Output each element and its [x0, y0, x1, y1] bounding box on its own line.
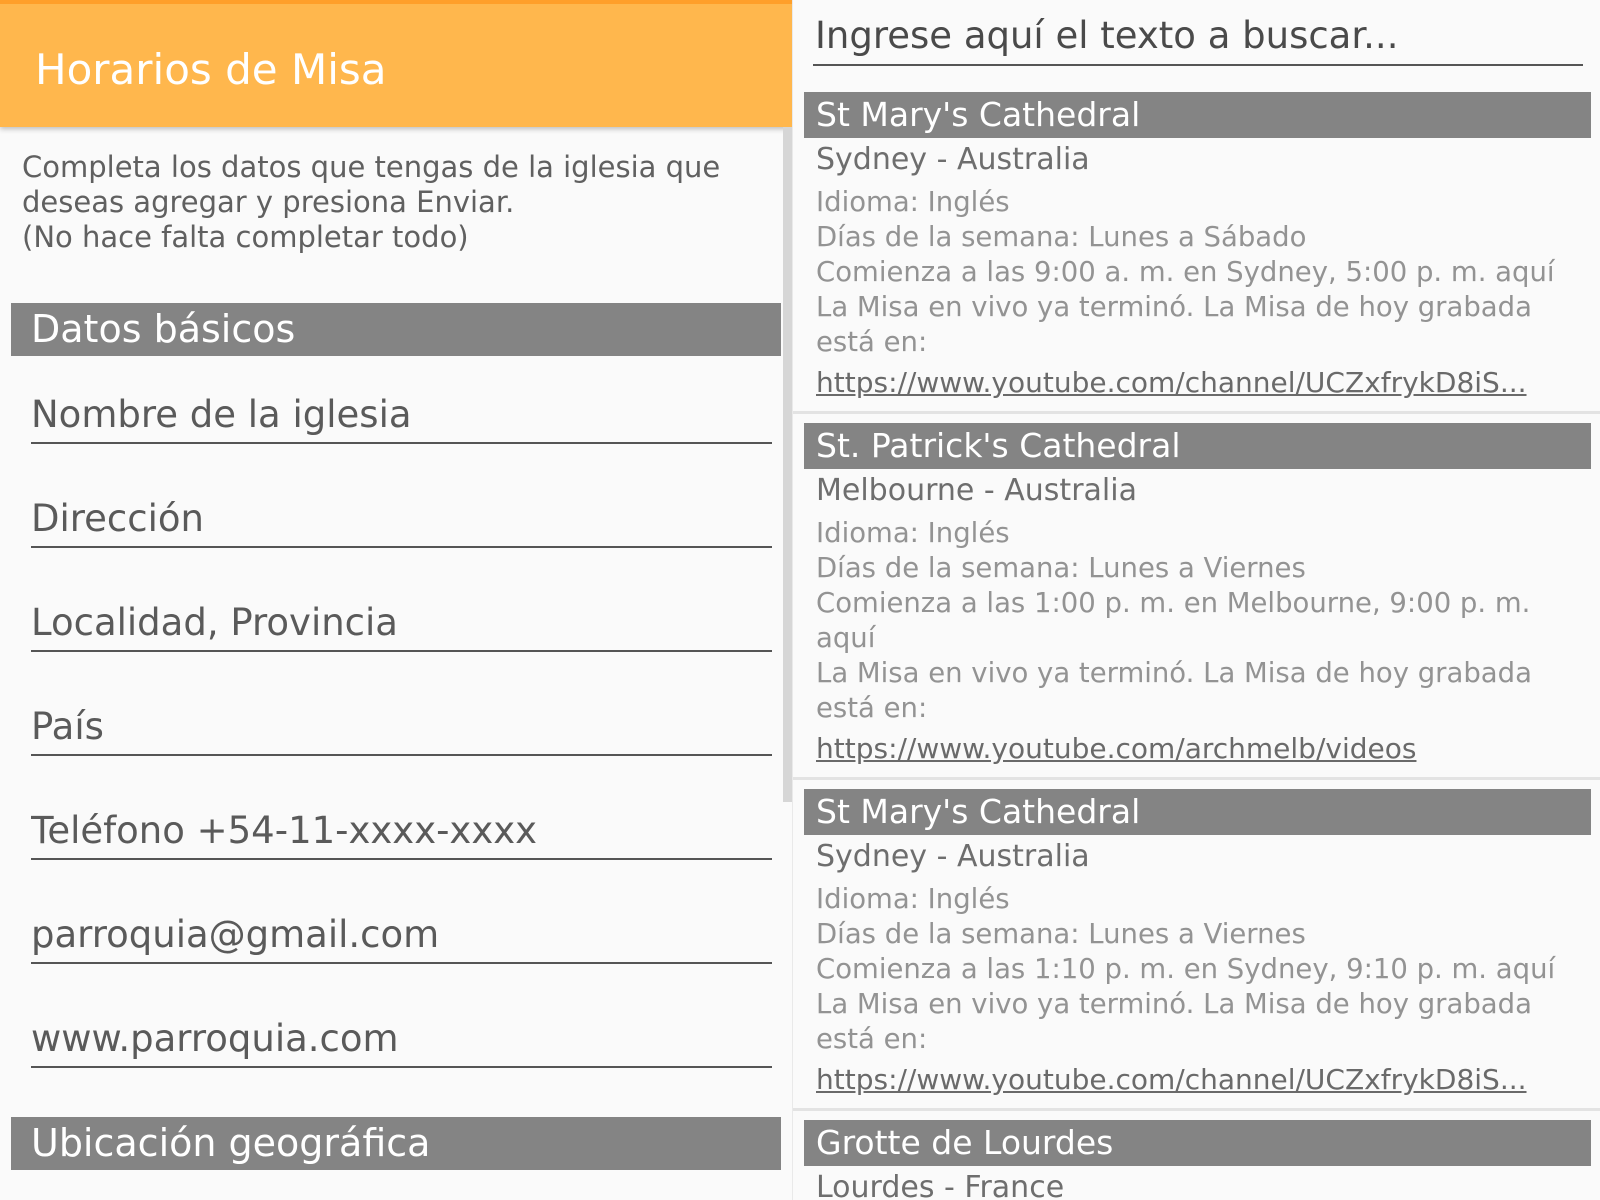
- search-input[interactable]: [813, 6, 1583, 66]
- church-location: Melbourne - Australia: [816, 473, 1137, 508]
- recording-link[interactable]: https://www.youtube.com/channel/UCZxfrykD8iS...: [816, 1063, 1527, 1096]
- instructions-line-2: deseas agregar y presiona Enviar.: [22, 185, 515, 219]
- mass-time: Comienza a las 9:00 a. m. en Sydney, 5:00 p. m. aquí: [816, 256, 1555, 288]
- church-title: St Mary's Cathedral: [804, 789, 1591, 835]
- mass-time: Comienza a las 1:00 p. m. en Melbourne, 9:00 p. m. aquí: [816, 587, 1531, 654]
- phone-input[interactable]: [31, 802, 772, 860]
- section-header-basic-data: Datos básicos: [11, 303, 781, 356]
- church-location: Sydney - Australia: [816, 839, 1090, 874]
- card-divider: [793, 1108, 1600, 1111]
- form-scrollbar[interactable]: [783, 127, 792, 802]
- card-divider: [793, 411, 1600, 414]
- mass-days: Días de la semana: Lunes a Viernes: [816, 552, 1306, 584]
- search-screen: [793, 0, 1600, 1200]
- church-location: Sydney - Australia: [816, 142, 1090, 177]
- mass-language: Idioma: Inglés: [816, 883, 1010, 915]
- church-title: Grotte de Lourdes: [804, 1120, 1591, 1166]
- mass-days: Días de la semana: Lunes a Sábado: [816, 221, 1307, 253]
- add-church-screen: [0, 0, 792, 1200]
- church-title: St. Patrick's Cathedral: [804, 423, 1591, 469]
- church-location: Lourdes - France: [816, 1170, 1065, 1200]
- mass-status: La Misa en vivo ya terminó. La Misa de hoy grabada está en:: [816, 988, 1532, 1055]
- app-bar: [0, 0, 792, 127]
- locality-input[interactable]: [31, 594, 772, 652]
- recording-link[interactable]: https://www.youtube.com/channel/UCZxfrykD8iS...: [816, 366, 1527, 399]
- mass-language: Idioma: Inglés: [816, 186, 1010, 218]
- church-name-input[interactable]: [31, 386, 772, 444]
- form-instructions: [22, 150, 782, 255]
- email-input[interactable]: [31, 906, 772, 964]
- mass-status: La Misa en vivo ya terminó. La Misa de hoy grabada está en:: [816, 291, 1532, 358]
- website-input[interactable]: [31, 1010, 772, 1068]
- country-input[interactable]: [31, 698, 772, 756]
- mass-language: Idioma: Inglés: [816, 517, 1010, 549]
- mass-card-1[interactable]: [793, 92, 1600, 400]
- mass-time: Comienza a las 1:10 p. m. en Sydney, 9:10 p. m. aquí: [816, 953, 1556, 985]
- mass-days: Días de la semana: Lunes a Viernes: [816, 918, 1306, 950]
- card-divider: [793, 777, 1600, 780]
- mass-card-2[interactable]: [793, 423, 1600, 766]
- recording-link[interactable]: https://www.youtube.com/archmelb/videos: [816, 732, 1417, 765]
- church-title: St Mary's Cathedral: [804, 92, 1591, 138]
- instructions-line-3: (No hace falta completar todo): [22, 220, 469, 254]
- mass-status: La Misa en vivo ya terminó. La Misa de hoy grabada está en:: [816, 657, 1532, 724]
- app-title: Horarios de Misa: [35, 45, 387, 94]
- section-header-geo-location: Ubicación geográfica: [11, 1117, 781, 1170]
- address-input[interactable]: [31, 490, 772, 548]
- instructions-line-1: Completa los datos que tengas de la iglesia que: [22, 150, 721, 184]
- mass-card-4[interactable]: [793, 1120, 1600, 1200]
- mass-card-3[interactable]: [793, 789, 1600, 1097]
